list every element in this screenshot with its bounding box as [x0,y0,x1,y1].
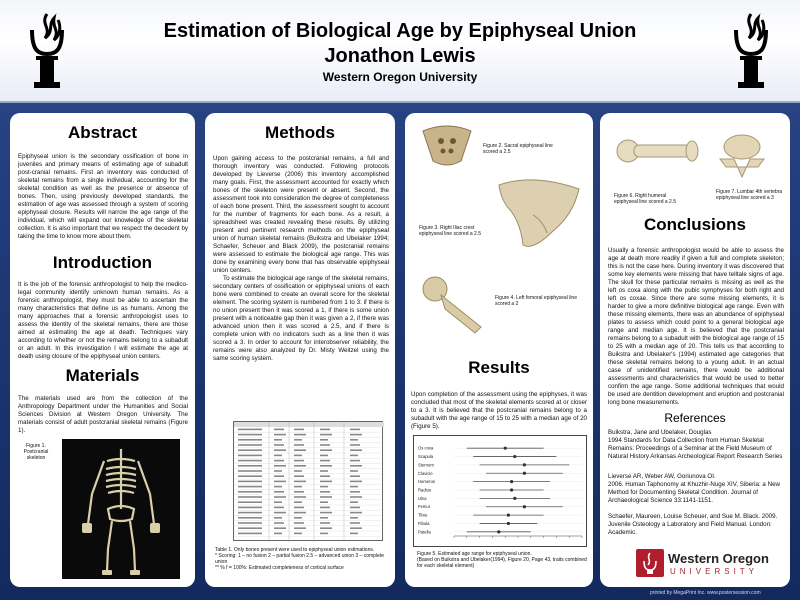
table-cell-mark [320,486,328,488]
materials-heading: Materials [65,366,140,385]
column-3 [405,113,593,587]
table-cell-mark [238,491,262,493]
table-cell-mark [274,475,284,477]
table-cell-mark [274,486,282,488]
table-cell-mark [350,501,358,503]
category-label: Humerus [418,479,435,485]
table-cell-mark [320,512,332,514]
table-cell-mark [350,533,358,535]
table-cell-mark [294,470,302,472]
table-cell-mark [274,434,286,436]
table-cell-mark [350,486,358,488]
range-midpoint [523,505,526,508]
table-cell-mark [294,522,304,524]
table-cell-mark [238,465,262,467]
inventory-table-grid [234,422,384,542]
table-cell-mark [320,496,332,498]
table-cell-mark [238,496,262,498]
table-cell-mark [238,449,262,451]
inventory-table [233,421,383,541]
table-cell-mark [274,496,286,498]
femur-photo [417,273,489,335]
table-cell-mark [274,460,284,462]
table-cell-mark [320,439,328,441]
table-cell-mark [294,481,306,483]
torch-logo-icon [722,10,780,92]
table-cell-mark [350,434,362,436]
table-cell-mark [274,522,284,524]
table-cell-mark [274,501,282,503]
range-midpoint [513,455,516,458]
range-midpoint [507,513,510,516]
table-cell-mark [274,491,284,493]
conclusions-heading: Conclusions [643,215,746,234]
table-cell-mark [294,527,306,529]
table-cell-mark [238,533,262,535]
range-midpoint [507,522,510,525]
table-cell-mark [350,439,358,441]
category-label: Scapula [418,454,434,460]
table-cell-mark [274,470,282,472]
table-cell-mark [294,475,304,477]
table-cell-mark [350,449,362,451]
poster-header [0,0,800,103]
table-cell-mark [274,449,286,451]
table-cell-mark [238,501,262,503]
table-cell-mark [320,449,332,451]
table-cell-mark [238,486,262,488]
table-cell-mark [350,465,362,467]
table-cell-mark [238,507,262,509]
abstract-body: Epiphyseal union is the secondary ossification of bone in juveniles and primary means of estimating age of subadult post-cranial remains. First an inventory was conducted of skeletal remains from a single individual, accounting for the skeletal condition as well as the presence or absence of bones. Then, using previously developed standards, the estimation of age was assessed through a system of scoring epiphyseal closure. Results will narrow the age range of the individual, which will expand our knowledge of the skeletal collection. It is also important that we respect the decedent by taking the time to know more about them. [18,153,188,240]
table-cell-mark [294,429,304,431]
table-cell-mark [238,444,262,446]
age-range-chart-svg [414,436,588,548]
table-cell-mark [350,460,360,462]
table-cell-mark [320,501,328,503]
poster-title: Estimation of Biological Age by Epiphyseal Union [163,20,637,42]
table-cell-mark [274,439,282,441]
table-cell-mark [238,517,262,519]
table-cell-mark [274,512,286,514]
table-cell-mark [238,522,262,524]
table-cell-mark [350,496,362,498]
table-cell-mark [350,481,362,483]
results-heading: Results [468,358,530,377]
table-cell-mark [294,465,306,467]
figure-4-caption: Figure 4. Left femoral epiphyseal line scored a 2 [495,295,577,307]
column-1 [10,113,195,587]
table-cell-mark [320,460,330,462]
methods-body-1: Upon gaining access to the postcranial remains, a full and thorough inventory was conducted. Following protocols developed by Lieverse (2006) this inventory accomplished many goals. First, the assessment accounted for exactly which bones of the skeleton were present or absent. Second, the assessment took into consideration the degree of completeness of each bone present. Third, the assessment sought to account for the number of fragments for each bone. As a result, a spreadsheet was created revealing these results. By utilizing present and pertinent research methods on the epiphyseal union of human skeletal remains (Buikstra and Ubelaker 1994; Schaefer, Scheuer and Black 2009), the postcranial remains were assessed to estimate the biological age range. This was done by examining every bone that has observable epiphyseal union centers. [213,155,389,274]
methods-body-2: To estimate the biological age range of the skeletal remains, secondary centers of ossification or epiphyseal unions of each bone were combined to create an overall score for the skeletal element. The scoring system is numbered from 1 to 3: if there is no union present then it was scored a 1, if there is some union present with a noticeable gap then it was given a 2, if there was advanced union then it was scored a 2.5, and if there is complete union with no indicators such as a line then it was scored a 3. In order to account for interobserver reliability, the remains were also analyzed by Dr. Misty Weitzel using the same scoring system. [213,275,389,362]
table-cell-mark [274,481,286,483]
table-cell-mark [238,475,262,477]
vertebra-photo [712,129,772,183]
range-midpoint [523,463,526,466]
table-cell-mark [350,512,362,514]
figure-3-caption: Figure 3. Right Iliac crest epiphyseal line scored a 2.5 [419,225,481,237]
skeleton-photo [62,439,180,579]
table-cell-mark [294,496,306,498]
category-label: Sternum [418,462,434,468]
references-heading: References [664,411,726,425]
column-2 [205,113,395,587]
table-cell-mark [320,481,332,483]
torch-logo-icon [18,10,76,92]
reference-3: Schaefer, Maureen, Louise Scheuer, and Sue M. Black. 2009. Juvenile Osteology a Laboratory and Field Manual. London: Academic. [608,513,778,536]
table-1-caption: Table 1. Only bones present were used to epiphyseal union estimations. * Scoring: 1 – no fusion 2 – partial fusion 2.5 – advanced union 3 – complete union ** % f = 100%: Estimated completeness of cortical surface [215,547,385,571]
printer-credit: printed by MegaPrint Inc. www.postersession.com [650,590,761,596]
table-cell-mark [320,475,330,477]
category-label: Os coxa [418,445,434,451]
wou-wordmark: Western Oregon [668,551,769,566]
sacrum-photo [417,121,477,169]
materials-body: The materials used are from the collection of the Anthropology Department under the Humanities and Social Sciences Division at Western Oregon University. The materials consist of adult postcranial skeletal remains (Figure 1). [18,395,188,434]
table-cell-mark [294,517,302,519]
figure-7-caption: Figure 7. Lumbar 4th vertebra epiphyseal line scored a 3 [716,189,783,201]
table-cell-mark [238,455,262,457]
table-cell-mark [294,434,306,436]
table-cell-mark [274,527,286,529]
table-cell-mark [274,517,282,519]
table-cell-mark [320,470,328,472]
table-cell-mark [294,507,304,509]
wou-wordmark-sub: UNIVERSITY [670,567,759,576]
range-midpoint [513,497,516,500]
abstract-heading: Abstract [68,123,137,142]
table-cell-mark [274,507,284,509]
table-cell-mark [274,455,282,457]
table-cell-mark [238,439,262,441]
table-cell-mark [294,444,304,446]
table-cell-mark [238,460,262,462]
category-label: Femur [418,504,431,510]
range-midpoint [510,488,513,491]
table-cell-mark [350,491,360,493]
category-label: Patella [418,529,431,535]
figure-5-caption: Figure 5. Estimated age range for epiphyseal union. (Based on Buikstra and Ubelaker(1994), Figure 20, Page 43, traits combined for each skeletal element) [417,551,587,569]
table-cell-mark [320,527,332,529]
table-cell-mark [238,434,262,436]
iliac-crest-photo [493,175,585,255]
conclusions-body: Usually a forensic anthropologist would be able to assess the age at death more readily if given a full and complete skeleton; this is not the case here. During inventory it was discovered that some key elements were missing that have telltale signs of age. The skull for these particular remains is missing as well as the left os coxa along with the pubic symphyses for both right and left os coxae. Since there are some missing elements, it is harder to give a more definitive biological age range. Even with these missing elements, there was an abundance of epiphyseal plates to assess which could point to a general biological age range and median age. It is believed that the postcranial remains belong to a subadult with the biological age range of 15 to 25 with a median age of 20. This tells us that according to Buikstra and Ubelaker's (1994) estimated age categories that these skeletal remains belong to a young adult. In an actual case of unidentified remains, there would be additional assessments and characteristics that would be used to better confirm the age range. Some additional techniques that would be used are dentition development and eruption and postcranial long bone measurements. [608,247,784,406]
reference-2: Lieverse AR, Weber AW, Goriunova OI. 2006. Human Taphonomy at Khuzhir-Nuge XIV, Siberia: a New Method for Documenting Skeletal Condition. Journal of Archaeological Science 33:1141-1151. [608,473,780,504]
table-cell-mark [294,501,302,503]
range-midpoint [497,530,500,533]
table-cell-mark [238,470,262,472]
table-cell-mark [294,512,306,514]
table-cell-mark [350,470,358,472]
table-cell-mark [238,429,262,431]
table-cell-mark [274,444,284,446]
figure-2-caption: Figure 2. Sacral epiphyseal line scored a 2.5 [483,143,553,155]
table-cell-mark [274,429,284,431]
table-cell-mark [294,439,302,441]
wou-logo-icon [636,549,664,577]
results-body: Upon completion of the assessment using the epiphyses, it was concluded that most of the skeletal elements scored at or closer to a 3. It is believed that the postcranial remains belong to a subadult with the age range of 15 to 25 with a median age of 20 (Figure 5). [411,391,587,430]
table-cell-mark [350,429,360,431]
category-label: Radius [418,487,432,493]
age-range-chart [413,435,587,547]
author-name: Jonathon Lewis [324,45,476,67]
table-cell-mark [350,507,360,509]
range-midpoint [504,447,507,450]
table-cell-mark [320,491,330,493]
table-cell-mark [320,455,328,457]
table-cell-mark [350,517,358,519]
table-cell-mark [320,434,332,436]
reference-1: Buikstra, Jane and Ubelaker, Douglas 1994 Standards for Data Collection from Human Skeletal Remains: Proceedings of a Seminar at the Field Museum of Natural History Arkansas Archeological Report Research Series [608,429,783,460]
table-cell-mark [350,527,362,529]
table-cell-mark [320,465,332,467]
category-label: Clavicle [418,470,433,476]
table-cell-mark [294,455,302,457]
table-cell-mark [238,481,262,483]
table-cell-mark [294,460,304,462]
figure-1-caption: Figure 1. Postcranial skeleton [23,443,49,461]
range-midpoint [523,472,526,475]
table-cell-mark [274,533,282,535]
table-cell-mark [320,429,330,431]
table-cell-mark [320,507,330,509]
introduction-heading: Introduction [52,253,153,272]
table-cell-mark [350,444,360,446]
category-label: Tibia [418,512,427,518]
table-cell-mark [238,527,262,529]
table-cell-mark [294,533,302,535]
table-cell-mark [294,449,306,451]
table-cell-mark [320,517,328,519]
methods-heading: Methods [265,123,335,142]
table-cell-mark [294,486,302,488]
table-cell-mark [238,512,262,514]
table-cell-mark [320,533,328,535]
introduction-body: It is the job of the forensic anthropologist to help the medico-legal community identify unknown human remains. As a forensic anthropologist, they must be able to ascertain the many characteristics that define us as humans. Among the many approaches that a forensic anthropologist uses to assess the identity of the skeletal remains, there are those aimed at estimating the age at death. Techniques vary according to whether or not the remains belong to a subadult or an adult. In this investigation I will estimate the age at death using closure of the epiphyseal union centers. [18,281,188,360]
figure-6-caption: Figure 6. Right humeral epiphyseal line scored a 2.5 [614,193,676,205]
table-cell-mark [294,491,304,493]
category-label: Ulna [418,495,427,501]
table-cell-mark [320,522,330,524]
table-cell-mark [274,465,286,467]
table-cell-mark [320,444,330,446]
university-name: Western Oregon University [322,70,478,84]
category-label: Fibula [418,520,430,526]
table-cell-mark [350,522,360,524]
table-cell-mark [350,455,358,457]
range-midpoint [510,480,513,483]
humerus-photo [614,125,700,177]
column-4 [600,113,790,587]
table-cell-mark [350,475,360,477]
